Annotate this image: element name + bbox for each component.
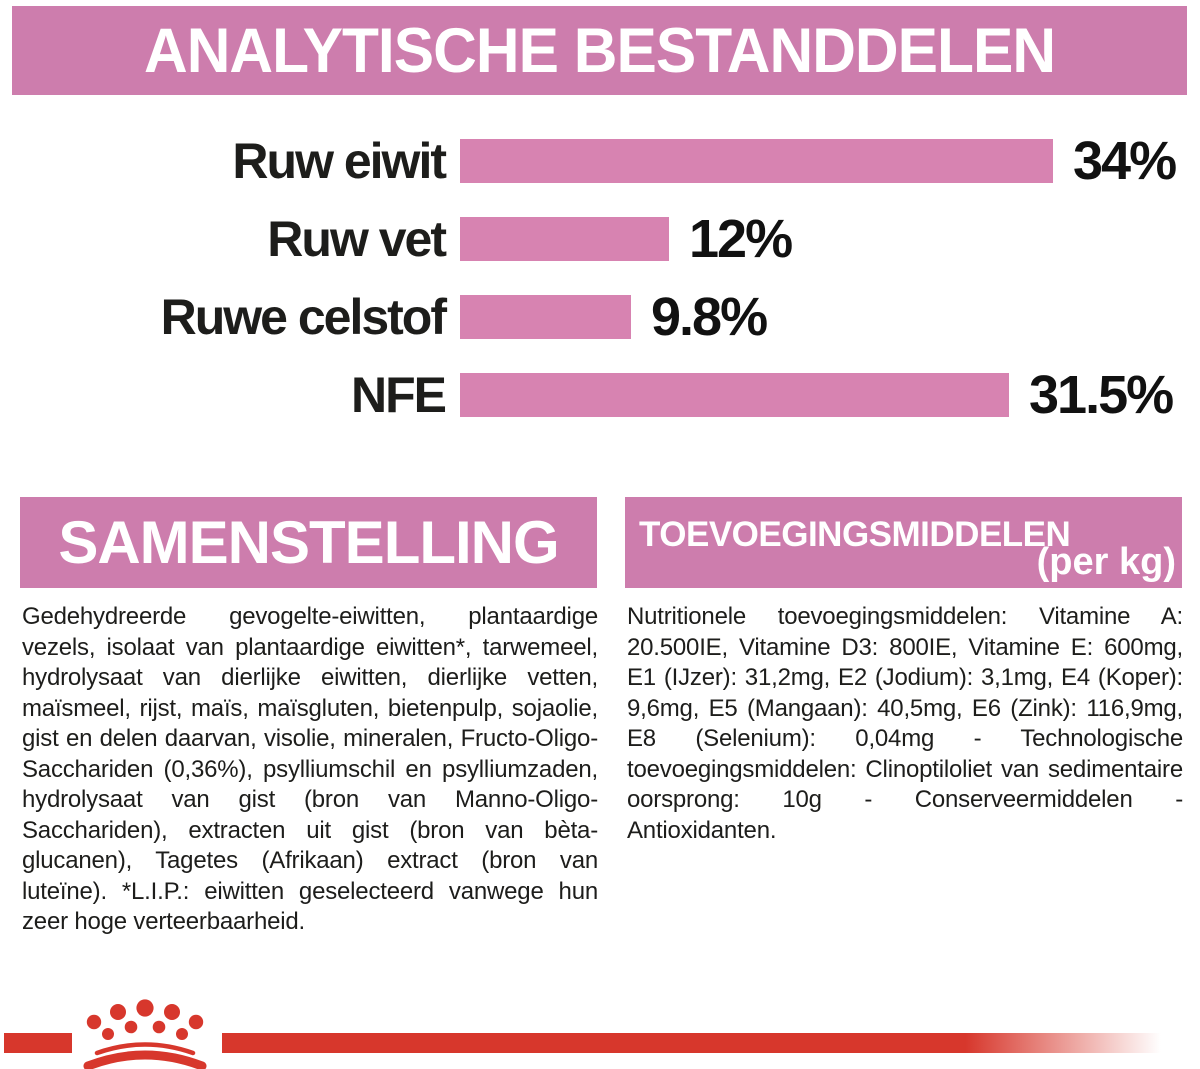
chart-bar [460,139,1053,183]
chart-row [0,356,1200,434]
chart-row [0,122,1200,200]
chart-category-label: Ruwe celstof [160,289,445,345]
chart-value-label: 34% [1073,131,1176,191]
chart-category-label: NFE [351,367,445,423]
chart-bar [460,373,1009,417]
additives-unit-label: (per kg) [1036,541,1176,583]
chart-category-label: Ruw vet [267,211,445,267]
chart-value-label: 9.8% [651,287,767,347]
analytical-section-title: ANALYTISCHE BESTANDDELEN [143,15,1056,86]
chart-bar [460,217,669,261]
footer-stripe-left [4,1033,72,1053]
additives-section-banner [625,497,1182,588]
analytical-section-banner [12,6,1187,95]
additives-section-title: TOEVOEGINGSMIDDELEN [639,515,1071,554]
chart-row [0,200,1200,278]
additives-body-text: Nutritionele toevoegingsmiddelen: Vitamine A: 20.500IE, Vitamine D3: 800IE, Vitamine E: 600mg, E1 (IJzer): 31,2mg, E2 (Jodium): 3,1mg, E4 (Koper): 9,6mg, E5 (Mangaan): 40,5mg, E6 (Zink): 116,9mg, E8 (Selenium): 0,04mg - Technologische toevoegingsmiddelen: Clinoptiloliet van sedimentaire oorsprong: 10g - Conserveermiddelen - Antioxidanten. [627,603,1183,844]
composition-body-text: Gedehydreerde gevogelte-eiwitten, plantaardige vezels, isolaat van plantaardige eiwitten*, tarwemeel, hydrolysaat van dierlijke eiwitten, dierlijke vetten, maïsmeel, rijst, maïs, maïsgluten, bietenpulp, sojaolie, gist en delen daarvan, visolie, mineralen, Fructo-Oligo-Sacchariden (0,36%), psylliumschil en psylliumzaden, hydrolysaat van gist (bron van Manno-Oligo-Sacchariden), extracten uit gist (bron van bèta-glucanen), Tagetes (Afrikaan) extract (bron van luteïne). *L.I.P.: eiwitten geselecteerd vanwege hun zeer hoge verteerbaarheid. [22,603,598,935]
chart-category-label: Ruw eiwit [232,133,445,189]
footer-stripe-right [222,1033,1200,1053]
analytical-chart [0,122,1200,434]
composition-section-banner [20,497,597,588]
chart-row [0,278,1200,356]
chart-value-label: 31.5% [1029,365,1173,425]
chart-bar [460,295,631,339]
chart-value-label: 12% [689,209,792,269]
royal-canin-crown-icon [75,995,215,1069]
composition-section-title: SAMENSTELLING [58,509,559,576]
